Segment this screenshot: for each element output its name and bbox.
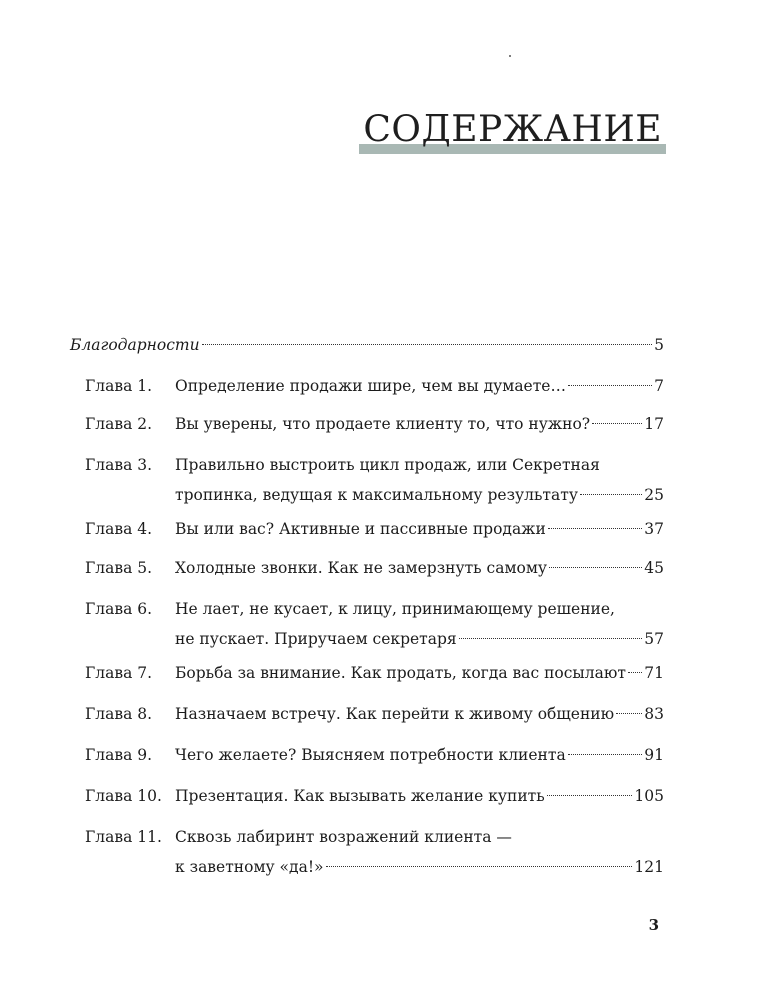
entry-title-line-1: Сквозь лабиринт возражений клиента — (175, 828, 512, 846)
leader-dots (548, 528, 642, 529)
leader-dots (580, 494, 642, 495)
entry-title: Презентация. Как вызывать желание купить (175, 787, 545, 805)
toc-entry-chapter-8[interactable] (70, 699, 664, 729)
entry-title: Вы уверены, что продаете клиенту то, что нужно? (175, 415, 591, 433)
entry-page: 7 (654, 377, 664, 395)
page-title (361, 110, 664, 150)
entry-title: Борьба за внимание. Как продать, когда вас посылают (175, 664, 626, 682)
toc-entry-chapter-2[interactable] (70, 409, 664, 439)
entry-title: Чего желаете? Выясняем потребности клиента (175, 746, 566, 764)
entry-title-line-1: Правильно выстроить цикл продаж, или Секретная (175, 456, 600, 474)
title-block (361, 110, 664, 150)
entry-page: 83 (644, 705, 664, 723)
entry-page: 17 (644, 415, 664, 433)
chapter-label: Глава 11. (85, 828, 162, 846)
leader-dots (592, 423, 642, 424)
entry-page: 105 (634, 787, 664, 805)
chapter-label: Глава 4. (85, 520, 153, 538)
leader-dots (549, 567, 642, 568)
toc-entry-acknowledgements[interactable] (70, 330, 664, 360)
chapter-label: Глава 5. (85, 559, 153, 577)
entry-title-line-2: тропинка, ведущая к максимальному результату (175, 486, 578, 504)
leader-dots (547, 795, 633, 796)
chapter-label: Глава 1. (85, 377, 153, 395)
leader-dots (628, 672, 642, 673)
toc-entry-chapter-10[interactable] (70, 781, 664, 811)
entry-title: Определение продажи шире, чем вы думаете… (175, 377, 566, 395)
leader-dots (202, 344, 653, 345)
entry-title: Вы или вас? Активные и пассивные продажи (175, 520, 546, 538)
entry-title-line-1: Не лает, не кусает, к лицу, принимающему решение, (175, 600, 615, 618)
leader-dots (568, 385, 652, 386)
toc-entry-chapter-5[interactable] (70, 553, 664, 583)
toc-entry-chapter-3[interactable] (70, 450, 664, 510)
toc-entry-chapter-9[interactable] (70, 740, 664, 770)
entry-title-line-2: не пускает. Приручаем секретаря (175, 630, 457, 648)
page-number: 3 (648, 916, 659, 934)
entry-page: 25 (644, 486, 664, 504)
entry-page: 5 (654, 336, 664, 354)
chapter-label: Глава 8. (85, 705, 153, 723)
entry-page: 121 (634, 858, 664, 876)
leader-dots (326, 866, 633, 867)
print-speck (509, 55, 511, 57)
entry-title: Холодные звонки. Как не замерзнуть самому (175, 559, 548, 577)
chapter-label: Глава 3. (85, 456, 153, 474)
entry-page: 71 (644, 664, 664, 682)
page-title-text: СОДЕРЖАНИЕ (363, 109, 662, 150)
entry-page: 91 (644, 746, 664, 764)
leader-dots (568, 754, 643, 755)
chapter-label: Глава 6. (85, 600, 153, 618)
toc-entry-chapter-6[interactable] (70, 594, 664, 654)
toc-entry-chapter-7[interactable] (70, 658, 664, 688)
toc-entry-chapter-4[interactable] (70, 514, 664, 544)
toc-entry-chapter-1[interactable] (70, 371, 664, 401)
entry-title: Назначаем встречу. Как перейти к живому общению (175, 705, 615, 723)
leader-dots (459, 638, 643, 639)
toc-entry-chapter-11[interactable] (70, 822, 664, 882)
entry-title-line-2: к заветному «да!» (175, 858, 324, 876)
entry-page: 57 (644, 630, 664, 648)
leader-dots (616, 713, 642, 714)
chapter-label: Глава 10. (85, 787, 162, 805)
chapter-label: Глава 2. (85, 415, 153, 433)
chapter-label: Глава 9. (85, 746, 153, 764)
entry-title: Благодарности (70, 336, 200, 354)
chapter-label: Глава 7. (85, 664, 153, 682)
entry-page: 37 (644, 520, 664, 538)
entry-page: 45 (644, 559, 664, 577)
